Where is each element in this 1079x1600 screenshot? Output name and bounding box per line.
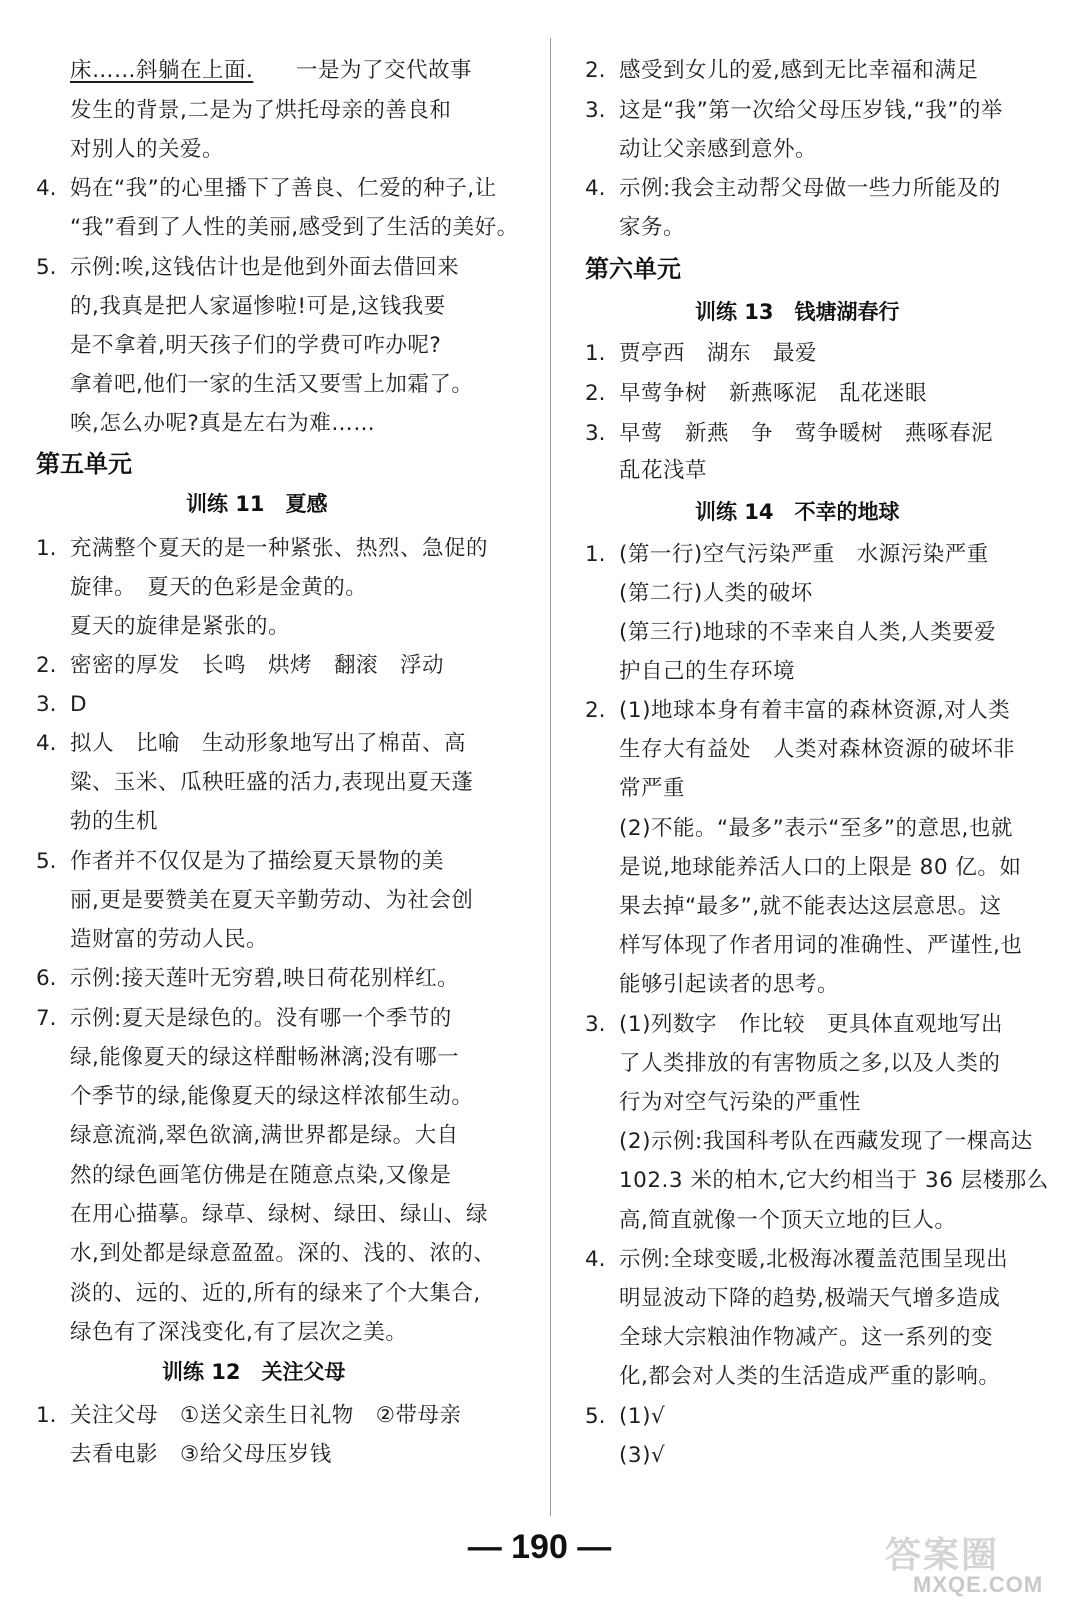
answer-line: 作者并不仅仅是为了描绘夏天景物的美 [70, 849, 445, 874]
question-number: 4. [36, 731, 57, 756]
answer-line: 护自己的生存环境 [619, 659, 796, 684]
section-heading: 训练 11 夏感 [186, 492, 328, 516]
answer-line: 家务。 [619, 215, 686, 240]
answer-line: 乱花浅草 [619, 458, 708, 483]
question-number: 4. [585, 1247, 606, 1272]
answer-line: 绿,能像夏天的绿这样酣畅淋漓;没有哪一 [70, 1045, 460, 1070]
question-number: 7. [36, 1006, 57, 1031]
answer-line: 密密的厚发 长鸣 烘烤 翻滚 浮动 [70, 653, 445, 678]
answer-line: 造财富的劳动人民。 [70, 927, 269, 952]
answer-line: 勃的生机 [70, 809, 159, 834]
question-number: 5. [36, 255, 57, 280]
question-number: 3. [36, 692, 57, 717]
answer-line: 示例:我会主动帮父母做一些力所能及的 [619, 176, 1001, 201]
answer-line: 行为对空气污染的严重性 [619, 1090, 862, 1115]
answer-line: 床……斜躺在上面. [70, 58, 254, 83]
answer-line: 感受到女儿的爱,感到无比幸福和满足 [619, 58, 979, 83]
answer-line: 绿意流淌,翠色欲滴,满世界都是绿。大自 [70, 1123, 459, 1148]
question-number: 2. [36, 653, 57, 678]
question-number: 5. [585, 1404, 606, 1429]
answer-line: 对别人的关爱。 [70, 137, 225, 162]
unit-heading: 第六单元 [585, 255, 681, 283]
answer-line: D [70, 692, 88, 717]
section-heading: 训练 13 钱塘湖春行 [695, 300, 900, 324]
answer-line: 拿着吧,他们一家的生活又要雪上加霜了。 [70, 372, 474, 397]
answer-line: 这是“我”第一次给父母压岁钱,“我”的举 [619, 98, 1003, 123]
answer-line: 发生的背景,二是为了烘托母亲的善良和 [70, 98, 452, 123]
answer-line: 一是为了交代故事 [296, 58, 473, 83]
answer-line: 绿色有了深浅变化,有了层次之美。 [70, 1320, 408, 1345]
answer-line: 全球大宗粮油作物减产。这一系列的变 [619, 1325, 994, 1350]
question-number: 1. [585, 341, 606, 366]
answer-line: 动让父亲感到意外。 [619, 137, 818, 162]
question-number: 4. [36, 176, 57, 201]
question-number: 3. [585, 1012, 606, 1037]
answer-line: (第三行)地球的不幸来自人类,人类要爱 [619, 620, 997, 645]
question-number: 1. [585, 542, 606, 567]
answer-line: 是说,地球能养活人口的上限是 80 亿。如 [619, 855, 1022, 880]
question-number: 2. [585, 58, 606, 83]
section-heading: 训练 12 关注父母 [162, 1360, 346, 1384]
page-number: — 190 — [467, 1528, 612, 1566]
answer-line: 旋律。 夏天的色彩是金黄的。 [70, 575, 368, 600]
answer-line: 果去掉“最多”,就不能表达这层意思。这 [619, 894, 1002, 919]
answer-line: 在用心描摹。绿草、绿树、绿田、绿山、绿 [70, 1202, 489, 1227]
question-number: 1. [36, 1403, 57, 1428]
answer-line: 的,我真是把人家逼惨啦!可是,这钱我要 [70, 294, 446, 319]
answer-line: 贾亭西 湖东 最爱 [619, 341, 818, 366]
answer-line: 粱、玉米、瓜秧旺盛的活力,表现出夏天蓬 [70, 770, 474, 795]
answer-line: 高,简直就像一个顶天立地的巨人。 [619, 1208, 957, 1233]
answer-line: 充满整个夏天的是一种紧张、热烈、急促的 [70, 536, 489, 561]
section-heading: 训练 14 不幸的地球 [695, 500, 900, 524]
answer-line: 明显波动下降的趋势,极端天气增多造成 [619, 1286, 1001, 1311]
answer-line: 102.3 米的柏木,它大约相当于 36 层楼那么 [619, 1168, 1049, 1193]
answer-line: 生存大有益处 人类对森林资源的破坏非 [619, 737, 1016, 762]
unit-heading: 第五单元 [36, 450, 132, 478]
answer-line: (1)列数字 作比较 更具体直观地写出 [619, 1012, 1003, 1037]
answer-line: (1)√ [619, 1404, 666, 1429]
answer-line: 示例:接天莲叶无穷碧,映日荷花别样红。 [70, 966, 460, 991]
answer-line: 化,都会对人类的生活造成严重的影响。 [619, 1364, 1001, 1389]
watermark-logo: 答案圈 [885, 1535, 1000, 1576]
answer-line: 水,到处都是绿意盈盈。深的、浅的、浓的、 [70, 1241, 496, 1266]
answer-line: (第一行)空气污染严重 水源污染严重 [619, 542, 989, 567]
question-number: 6. [36, 966, 57, 991]
answer-line: 示例:夏天是绿色的。没有哪一个季节的 [70, 1006, 452, 1031]
answer-line: 淡的、远的、近的,所有的绿来了个大集合, [70, 1281, 481, 1306]
answer-line: (2)示例:我国科考队在西藏发现了一棵高达 [619, 1129, 1033, 1154]
answer-line: 能够引起读者的思考。 [619, 972, 840, 997]
answer-line: 样写体现了作者用词的准确性、严谨性,也 [619, 933, 1023, 958]
answer-line: “我”看到了人性的美丽,感受到了生活的美好。 [70, 215, 519, 240]
question-number: 3. [585, 421, 606, 446]
question-number: 3. [585, 98, 606, 123]
answer-line: 个季节的绿,能像夏天的绿这样浓郁生动。 [70, 1084, 474, 1109]
answer-line: (3)√ [619, 1443, 666, 1468]
column-divider [550, 38, 551, 1516]
answer-line: 了人类排放的有害物质之多,以及人类的 [619, 1051, 1001, 1076]
question-number: 2. [585, 698, 606, 723]
answer-line: 是不拿着,明天孩子们的学费可咋办呢? [70, 333, 442, 358]
answer-line: 唉,怎么办呢?真是左右为难…… [70, 411, 376, 436]
answer-line: 拟人 比喻 生动形象地写出了棉苗、高 [70, 731, 467, 756]
question-number: 4. [585, 176, 606, 201]
answer-line: (2)不能。“最多”表示“至多”的意思,也就 [619, 816, 1013, 841]
answer-line: 示例:唉,这钱估计也是他到外面去借回来 [70, 255, 460, 280]
question-number: 2. [585, 381, 606, 406]
answer-line: 早莺争树 新燕啄泥 乱花迷眼 [619, 381, 928, 406]
answer-line: 丽,更是要赞美在夏天辛勤劳动、为社会创 [70, 888, 474, 913]
answer-line: 关注父母 ①送父亲生日礼物 ②带母亲 [70, 1403, 462, 1428]
answer-line: 早莺 新燕 争 莺争暖树 燕啄春泥 [619, 421, 994, 446]
answer-line: (1)地球本身有着丰富的森林资源,对人类 [619, 698, 1011, 723]
answer-line: 去看电影 ③给父母压岁钱 [70, 1442, 332, 1467]
answer-line: 示例:全球变暖,北极海冰覆盖范围呈现出 [619, 1247, 1009, 1272]
answer-line: (第二行)人类的破坏 [619, 581, 813, 606]
answer-line: 夏天的旋律是紧张的。 [70, 614, 291, 639]
answer-line: 常严重 [619, 776, 686, 801]
answer-line: 妈在“我”的心里播下了善良、仁爱的种子,让 [70, 176, 497, 201]
question-number: 1. [36, 536, 57, 561]
answer-line: 然的绿色画笔仿佛是在随意点染,又像是 [70, 1163, 452, 1188]
watermark-url: MXQE.COM [913, 1572, 1044, 1597]
question-number: 5. [36, 849, 57, 874]
